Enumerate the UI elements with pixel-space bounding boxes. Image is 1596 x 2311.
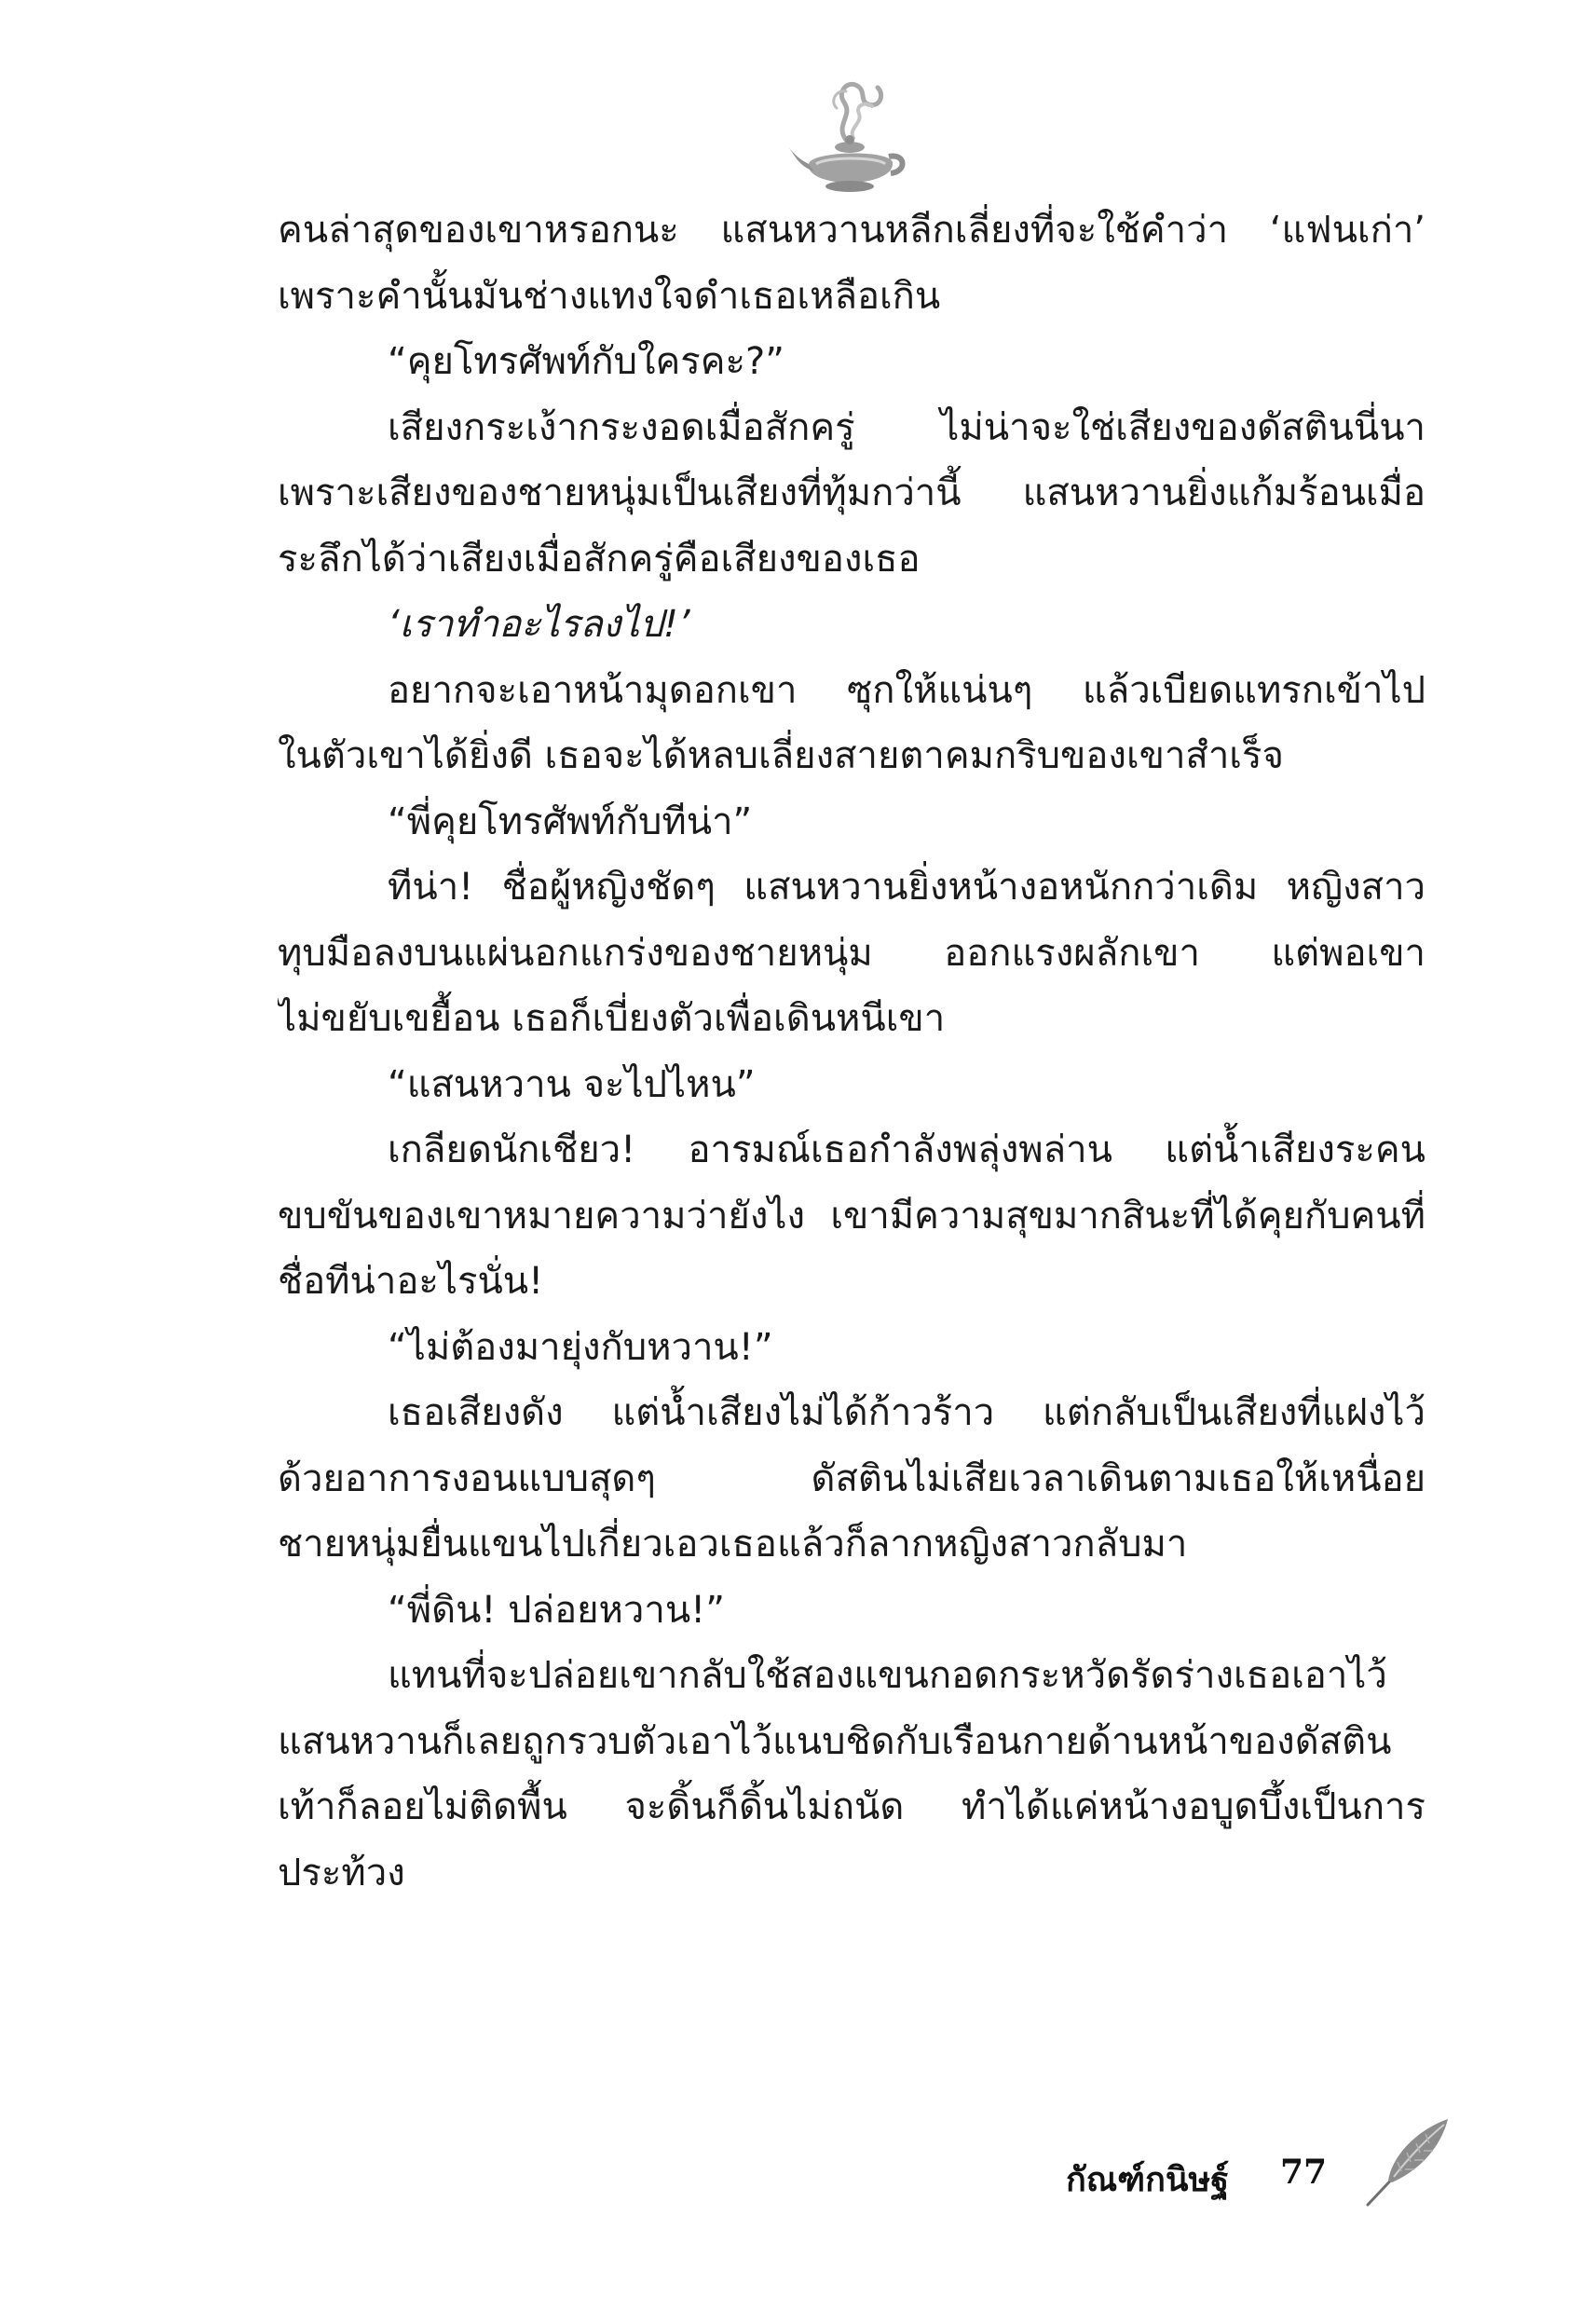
text-line: ในตัวเขาได้ยิ่งดี เธอจะได้หลบเลี่ยงสายตาคมกริบของเขาสำเร็จ <box>278 734 1284 777</box>
text-line: “ไม่ต้องมายุ่งกับหวาน!” <box>388 1325 773 1369</box>
text-line: ชายหนุ่มยื่นแขนไปเกี่ยวเอวเธอแล้วก็ลากหญิงสาวกลับมา <box>278 1523 1188 1566</box>
text-line: เพราะเสียงของชายหนุ่มเป็นเสียงที่ทุ้มกว่านี้ แสนหวานยิ่งแก้มร้อนเมื่อ <box>278 472 1425 514</box>
text-line: ขบขันของเขาหมายความว่ายังไง เขามีความสุขมากสินะที่ได้คุยกับคนที่ <box>278 1194 1425 1238</box>
text-line: ประท้วง <box>278 1851 405 1894</box>
text-line: แทนที่จะปล่อยเขากลับใช้สองแขนกอดกระหวัดรัดร่างเธอเอาไว้ <box>388 1654 1387 1697</box>
text-line: ไม่ขยับเขยื้อน เธอก็เบี่ยงตัวเพื่อเดินหนีเขา <box>278 997 946 1040</box>
text-line: อยากจะเอาหน้ามุดอกเขา ซุกให้แน่นๆ แล้วเบียดแทรกเข้าไป <box>388 668 1425 712</box>
text-line: เกลียดนักเชียว! อารมณ์เธอกำลังพลุ่งพล่าน แต่น้ำเสียงระคน <box>388 1128 1425 1171</box>
page-number: 77 <box>1280 2153 1328 2192</box>
text-line: เท้าก็ลอยไม่ติดพื้น จะดิ้นก็ดิ้นไม่ถนัด ทำได้แค่หน้างอบูดบึ้งเป็นการ <box>278 1785 1425 1828</box>
text-line: ระลึกได้ว่าเสียงเมื่อสักครู่คือเสียงของเธอ <box>278 537 921 581</box>
text-line: ทุบมือลงบนแผ่นอกแกร่งของชายหนุ่ม ออกแรงผลักเขา แต่พอเขา <box>278 931 1425 975</box>
text-line: เสียงกระเง้ากระงอดเมื่อสักครู่ ไม่น่าจะใช่เสียงของดัสตินนี่นา <box>388 405 1425 449</box>
text-line: “คุยโทรศัพท์กับใครคะ?” <box>388 340 784 383</box>
text-line: ด้วยอาการงอนแบบสุดๆ ดัสตินไม่เสียเวลาเดินตามเธอให้เหนื่อย <box>278 1456 1425 1500</box>
body-text <box>278 198 1425 1906</box>
feather-quill-icon <box>1360 2115 1453 2208</box>
text-line: แสนหวานก็เลยถูกรวบตัวเอาไว้แนบชิดกับเรือนกายด้านหน้าของดัสติน <box>278 1719 1392 1763</box>
genie-lamp-icon <box>788 67 909 202</box>
text-line: “พี่คุยโทรศัพท์กับทีน่า” <box>388 800 753 843</box>
text-line: “แสนหวาน จะไปไหน” <box>388 1062 756 1106</box>
text-line: “พี่ดิน! ปล่อยหวาน!” <box>388 1588 725 1632</box>
text-line: ทีน่า! ชื่อผู้หญิงชัดๆ แสนหวานยิ่งหน้างอหนักกว่าเดิม หญิงสาว <box>388 866 1425 909</box>
text-line: ‘เราทำอะไรลงไป!’ <box>388 603 690 646</box>
text-line: คนล่าสุดของเขาหรอกนะ แสนหวานหลีกเลี่ยงที่จะใช้คำว่า ‘แฟนเก่า’ <box>278 209 1425 252</box>
book-title: กัณฑ์กนิษฐ์ <box>1066 2160 1230 2199</box>
text-line: เธอเสียงดัง แต่น้ำเสียงไม่ได้ก้าวร้าว แต่กลับเป็นเสียงที่แฝงไว้ <box>388 1391 1425 1434</box>
text-line: เพราะคำนั้นมันช่างแทงใจดำเธอเหลือเกิน <box>278 274 941 318</box>
text-line: ชื่อทีน่าอะไรนั่น! <box>278 1260 544 1303</box>
page-footer <box>1053 2115 1463 2208</box>
